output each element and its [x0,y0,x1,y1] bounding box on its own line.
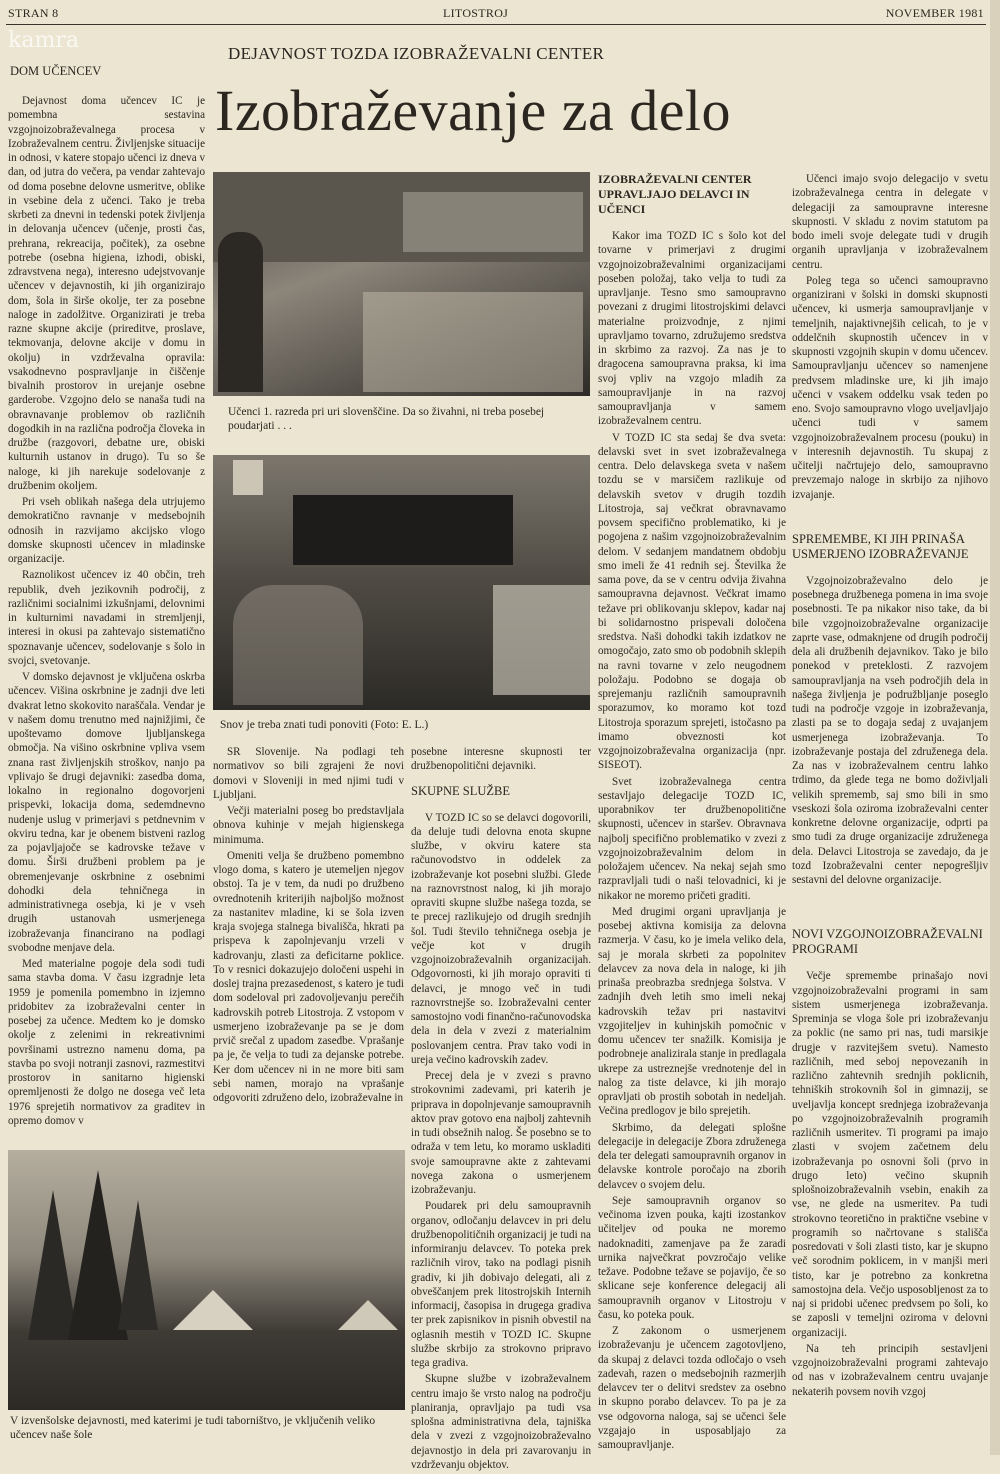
students-body [792,172,988,502]
upravljanje-body [598,229,786,1452]
paragraph: Na teh principih sestavljeni vzgojnoizobraževalni programi zahtevajo od nas v izobraževalnem centru uvajanje nekaterih povsem novih vzgoj [792,1342,988,1398]
paragraph: Skrbimo, da delegati splošne delegacije in delegacije Zbora združenega dela ter delegati samoupravnih organov in delavske kontrole poročajo na zborih delavcev o svojem delu. [598,1121,786,1191]
paragraph: Poleg tega so učenci samoupravno organizirani v šolski in domski skupnosti učencev, ki usmerja samoupravljanje v temeljnih, najaktivnejših celicah, to je v oddelčnih skupnostih učencev in v skupnosti vzgojnih skupin v domu učencev. Samoupravljanju učencev so namenjene predvsem mladinske ure, ki jih imajo učenci v vsakem oddelku vsak teden po eno. Svojo samoupravno vlogo uveljavljajo učenci tudi v samem vzgojnoizobraževalnem procesu (pouku) in v interesnih dejavnostih. Tu skupaj z učitelji načrtujejo delo, samoupravno prevzemajo naloge in skrbijo za njihovo izvajanje. [792,274,988,501]
paragraph: Dejavnost doma učencev IC je pomembna sestavina vzgojnoizobraževalnega procesa v Izobraževalnem centru. Življenjske situacije in odnosi, v katere stopajo učenci iz dneva v dan, od jutra do večera, pa vendar zahtevajo od doma posebne delovne usmeritve, oblike in vsebine dela z učenci. Tako je treba skrbeti za dnevni in tedenski potek življenja in delovanja učencev (učenje, prosti čas, prehrana, rekreacija, počitek), za osebne potrebe (osebna higiena, izhodi, obiski, zdravstvena nega), interesno udejstvovanje učencev v dejavnostih, ki jih organizirajo dom, šola in širše okolje, ter za posebne naloge in zadolžitve. Organizirati je treba razne skupne akcije (prireditve, proslave, tekmovanja, delovne akcije v domu in okolju) in vzdrževalna opravila: vsakodnevno pospravljanje in čiščenje bivalnih prostorov in urejanje osebne garderobe. Vzgojno delo se nanaša tudi na obravnavanje problemov ob različnih dogodkih in na različna področja človeka in družbe (razgovori, debatne ure, obiski kulturnih ustanov in drugo). Tu so še naloge, ki jih narekuje sodelovanje z družbenim okoljem. [8,95,205,492]
paragraph: Pri vseh oblikah našega dela utrjujemo demokratično ravnanje v medsebojnih odnosih in razvijamo akcijsko vlogo domske skupnosti učencev in mladinske organizacije. [8,496,205,565]
photo-1-caption: Učenci 1. razreda pri uri slovenščine. Da so živahni, ni treba posebej poudarjati . . . [228,406,545,432]
paragraph: Večji materialni poseg bo predstavljala obnova kuhinje v mejah higienskega minimuma. [213,805,404,846]
photo-2-caption: Snov je treba znati tudi ponoviti (Foto: E. L.) [220,719,429,731]
paragraph: Kakor ima TOZD IC s šolo kot del tovarne v primerjavi z drugimi vzgojnoizobraževalnimi organizacijami poseben položaj, tako velja to tudi za upravljanje. Tesno smo samoupravno povezani z drugimi litostrojskimi delavci materialne proizvodnje, z njimi upravljamo tovarno, združujemo sredstva in skrbimo za razvoj. Za nas je to dragocena samoupravna praksa, ki ima svoj vpliv na vzgojo mladih za samoupravljanje in na razvoj samoupravljanja v samem izobraževalnem centru. [598,230,786,428]
paragraph: Med materialne pogoje dela sodi tudi sama stavba doma. V času izgradnje leta 1959 je pomenila pomembno in izjemno pridobitev za izobraževalni center in posebej za učence. Medtem ko je domsko okolje z zelenimi in rekreativnimi površinami ustrezno namenu doma, pa stavba po svoji notranji zasnovi, razmestitvi prostorov in sanitarno higienski opremljenosti že dolgo ne dosega več leta 1976 sprejetih normativov za graditev in opremo domov v [8,958,205,1127]
paragraph: posebne interesne skupnosti ter družbenopolitični dejavniki. [411,746,591,773]
spremembe-body [792,574,988,888]
paragraph: Poudarek pri delu samoupravnih organov, odločanju delavcev in pri delu družbenopolitičnih organizacij je tudi na informiranju delavcev. To poteka prek različnih virov, tako na podlagi pisnih gradiv, ki jih dobivajo delegati, ali z obveščanjem prek litostrojskih Internih informacij, časopisa in drugega gradiva ter prek zapisnikov in pisnih obvestil na oglasnih mestih v TOZD IC. Skupne službe skrbijo za strokovno pripravo tega gradiva. [411,1200,591,1369]
paragraph: V TOZD IC so se delavci dogovorili, da deluje tudi delovna enota skupne službe, v okviru katere sta računovodstvo in oddelek za izobraževanje kot posebni službi. Glede na raznovrstnost nalog, ki jih morajo opraviti skupne službe našega tozda, se te precej razlikujejo od drugih srednjih šol. Tudi število tehničnega osebja je večje kot v drugih vzgojnoizobraževalnih organizacijah. Odgovornosti, ki jih morajo opraviti ti delavci, je mnogo več in tudi raznovrstnejše so. Izobraževalni center samostojno vodi finančno-računovodska dela in dela v zvezi z materialnim poslovanjem centra. Prav tako vodi in ureja večino kadrovskih zadev. [411,811,591,1066]
classroom-photo-1 [213,172,590,396]
column-skupne-sluzbe [411,745,591,1474]
section-heading-spremembe: SPREMEMBE, KI JIH PRINAŠA USMERJENO IZOBRAŽEVANJE [792,531,969,561]
watermark-logo: kamra [8,28,79,53]
publication-name: LITOSTROJ [443,6,509,20]
paragraph: Raznolikost učencev iz 40 občin, treh republik, dveh jezikovnih področij, z različnimi socialnimi izkušnjami, delovnimi in kulturnimi navadami in stremljenji, interesi in okusi pa zahtevajo sistematično spoznavanje učencev, sodelovanje s šolo in svojci, svetovanje. [8,569,205,667]
section-heading-dom: DOM UČENCEV [10,64,102,78]
photo-3-caption: V izvenšolske dejavnosti, med katerimi je tudi taborništvo, je vključenih veliko učencev naše šole [10,1415,376,1441]
column-spremembe [792,172,988,1401]
section-heading-skupne-sluzbe: SKUPNE SLUŽBE [411,783,510,798]
paragraph: V TOZD IC sta sedaj še dva sveta: delavski svet in svet izobraževalnega centra. Delo delavskega sveta v našem tozdu se v marsičem razlikuje od delavskih svetov v drugih tozdih Litostroja, saj večkrat obravnavamo povsem specifično problematiko, ki je pogojena z našim vzgojnoizobraževalnim delom. V sedanjem mandatnem obdobju smo imeli že 41 rednih sej. Številka že sama pove, da se v centru odvija živahna samoupravna dejavnost. Večkrat imamo težave pri oblikovanju sklepov, kadar naj bi solidarnostno prispevali določena sredstva. Naši dohodki takih izdatkov ne omogočajo, zato smo ob podobnih sklepih na ravni tovarne v zelo neugodnem položaju. Podobno se dogaja ob sprejemanju različnih samoupravnih sporazumov, ko moramo kot tozd Litostroja sporazum sprejeti, istočasno pa imamo obveznosti kot vzgojnoizobraževalna organizacija (npr. SISEOT). [598,431,786,772]
paragraph: Večje spremembe prinašajo novi vzgojnoizobraževalni programi in sam sistem usmerjenega izobraževanja. Spreminja se vloga šole pri izobraževanju za poklic (ne samo pri nas, tudi marsikje drugje v razvitejšem svetu). Namesto različnih, med seboj nepovezanih in različno zahtevnih srednjih poklicnih, tehniških strokovnih šol in gimnazij, se uveljavlja koncept srednjega izobraževanja po vzgojnoizobraževalnih programih različnih usmeritev. Ti programi pa imajo zlasti v svojem začetnem delu izobraževanja po osnovni šoli (prvo in drugo leto) večino skupnih splošnoizobraževalnih vsebin, enakih za vse, ne glede na usmeritev. Pa tudi strokovno teoretično in praktične vsebine v programih so načrtovane s stališča posredovati v šoli zlasti tisto, kar je skupno več sorodnim poklicem, in v manjši meri tisto, kar je potrebno za konkretna samostojna dela. Večjo usposobljenost za to naj si pridobi učenec predvsem po šoli, ko se zaposli v temeljni oziroma v delovni organizaciji. [792,970,988,1339]
article-kicker: DEJAVNOST TOZDA IZOBRAŽEVALNI CENTER [228,44,605,63]
section-heading-novi-programi: NOVI VZGOJNOIZOBRAŽEVALNI PROGRAMI [792,927,983,957]
column-dom-continued [213,745,404,1107]
issue-date: NOVEMBER 1981 [885,6,984,20]
novi-programi-body [792,969,988,1399]
paragraph: Z zakonom o usmerjenem izobraževanju je učencem zagotovljeno, da skupaj z delavci tozda odločajo o vseh zadevah, razen o medsebojnih razmerjih delavcev ter o delitvi sredstev za osebno in skupno porabo delavcev. To pa je za vse odgovorna naloga, saj se učenci šele vzgajajo in usposabljajo za samoupravljanje. [598,1325,786,1451]
paragraph: Omeniti velja še družbeno pomembno vlogo doma, s katero je utemeljen njegov obstoj. Ta je v tem, da nudi po družbeno ovrednotenih kriterijih najboljšo možnost za nastanitev mladine, ki se šola izven kraja svojega stalnega bivališča, hkrati pa prispeva k zapolnjevanju vrzeli v kadrovanju, zlasti za deficitarne poklice. To v resnici dokazujejo določeni uspehi in doslej trajna prezasedenost, s katero je tudi dom sodeloval pri zadovoljevanju perečih kadrovskih potreb Litostroja. Z vstopom v usmerjeno izobraževanje pa se je dom prvič srečal z upadom zasedbe. Vprašanje pa je, če velja to tudi za dejanske potrebe. Ker dom učencev ni in ne more biti sam sebi namen, morajo na vprašanje odgovoriti združeno delo, izobraževalne in [213,849,404,1104]
paragraph: Svet izobraževalnega centra sestavljajo delegacije TOZD IC, uporabnikov ter družbenopolitične skupnosti, učencev in staršev. Obravnava najbolj specifično problematiko v zvezi z vzgojnoizobraževalnim delom in položajem učencev. Na nekaj sejah smo razpravljali tudi o naši telovadnici, ki je nikakor ne moremo pričeti graditi. [598,775,786,902]
skupne-sluzbe-body [411,811,591,1473]
paragraph: Vzgojnoizobraževalno delo je posebnega družbenega pomena in ima svoje posebnosti. Te pa nikakor niso take, da bi bile vzgojnoizobraževalne organizacije zaprte vase, odmaknjene od drugih področij dela ali družbenih dejavnikov. Tako je bilo ponekod v preteklosti. Z razvojem samoupravljanja na vseh področjih dela in našega življenja je podružbljanje poseglo tudi na področje vzgoje in izobraževanja, zlasti pa se to dogaja sedaj z uvajanjem usmerjenega izobraževanja. To izobraževanje postaja del združenega dela. Za nas v izobraževalnem centru lahko trdimo, da glede tega ne bomo doživljali velikih sprememb, saj smo bili in smo vseskozi šola oziroma izobraževalni center konkretne delovne organizacije, odprti pa smo tudi za druge organizacije združenega dela. Delavci Litostroja se zavedajo, da je tozd Izobraževalni center nepogrešljiv sestavni del delovne organizacije. [792,574,988,886]
section-heading-upravljanje: IZOBRAŽEVALNI CENTER UPRAVLJAJO DELAVCI IN UČENCI [598,172,752,216]
paragraph: Med drugimi organi upravljanja je posebej aktivna komisija za delovna razmerja. V času, ko je imela veliko dela, saj je morala skrbeti za popolnitev delavcev za nova dela in naloge, ki jih prinaša preobrazba srednjega šolstva. V zadnjih dveh letih smo imeli nekaj kadrovskih težav pri nastavitvi vzgojiteljev in kuhinjskih pomočnic v domu učencev ter snažilk. Komisija je podrobneje analizirala stanje in predlagala ukrepe za ustreznejše vrednotenje del in nalog za tiste delavce, ki jih morajo opravljati ob prostih sobotah in nedeljah. Večina predlogov je bilo sprejetih. [598,905,786,1118]
classroom-photo-2 [213,455,590,710]
page-number: STRAN 8 [8,6,59,20]
paragraph: Seje samoupravnih organov so večinoma izven pouka, kajti izostankov učiteljev od pouka ne moremo nadoknaditi, zamenjave pa že zaradi urnika največkrat povzročajo velike težave. Podobne težave se pojavijo, če so sklicane seje konference delegacij ali samoupravnih organov v Litostroju v času, ko poteka pouk. [598,1194,786,1321]
column-upravljanje [598,172,786,1454]
paragraph: Skupne službe v izobraževalnem centru imajo še vrsto nalog na področju planiranja, opravljajo pa tudi vsa splošna administrativna dela, tajniška dela v zvezi z vzgojnoizobraževalno dejavnostjo in dela pri zavarovanju in vzdrževanju objektov. [411,1373,591,1471]
column-dom-ucencev [8,94,205,1130]
paragraph: SR Slovenije. Na podlagi teh normativov so bili zgrajeni že novi domovi v Sloveniji in med njimi tudi v Ljubljani. [213,746,404,801]
page-edge [990,0,1000,1455]
article-title: Izobraževanje za delo [215,78,732,143]
paragraph: V domsko dejavnost je vključena oskrba učencev. Višina oskrbnine je zadnji dve leti dvakrat letno skokovito naraščala. Vendar je v našem domu trenutno med najnižjimi, če upoštevamo domove ljubljanskega območja. Na višino oskrbnine vpliva vsem znana rast življenjskih stroškov, nanjo pa vplivajo še drugi dejavniki: zasedba doma, lokalno in regionalno dogovorjeni prispevki, lokacija doma, sedemdnevno nudenje uslug v primerjavi s petdnevnim v okviru tedna, kar je obenem bistveni razlog za pojavljajoče se kadrovske težave v domu. Širši družbeni problem pa je obremenjevanje oskrbnine z osebnimi dohodki dela tehničnega in administrativnega osebja, ki je v vseh drugih ustanovah usmerjenega izobraževanja financirano na podlagi svobodne menjave dela. [8,671,205,954]
header-rule [6,24,986,25]
camping-photo [8,1150,405,1410]
paragraph: Precej dela je v zvezi s pravno strokovnimi zadevami, pri katerih je priprava in dopolnjevanje samoupravnih aktov prav gotovo ena najbolj zahtevnih in tudi obsežnih nalog. Še posebno se to odraža v tem letu, ko moramo uskladiti svoje samoupravne akte z zahtevami novega zakona o usmerjenem izobraževanju. [411,1070,591,1196]
paragraph: Učenci imajo svojo delegacijo v svetu izobraževalnega centra in delegate v delegaciji za samoupravne interesne skupnosti. V skladu z novim statutom pa bodo imeli svoje delegate tudi v drugih organih upravljanja v izobraževalnem centru. [792,173,988,271]
